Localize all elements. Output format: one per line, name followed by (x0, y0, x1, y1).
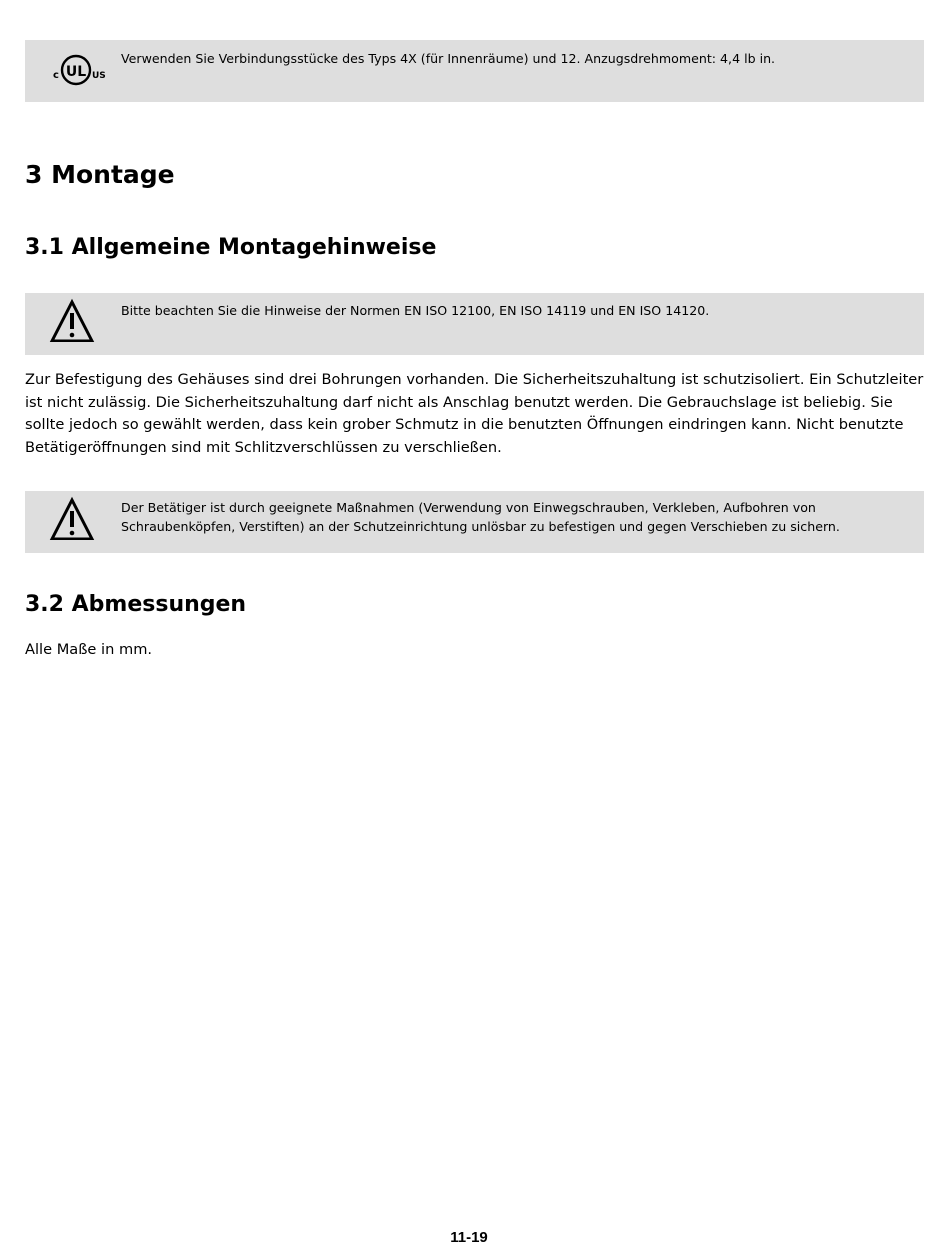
dimensions-paragraph: Alle Maße in mm. (25, 641, 153, 658)
section-title: 3 Montage (25, 160, 175, 189)
ul-mark-c: c (53, 70, 59, 81)
subsection-title-dimensions: 3.2 Abmessungen (25, 592, 247, 617)
actuator-warning-box (25, 491, 924, 553)
ul-mark-us: US (92, 71, 106, 81)
warning-triangle-icon (49, 496, 95, 540)
ul-mark-ul: UL (65, 64, 87, 80)
subsection-title-general: 3.1 Allgemeine Montagehinweise (25, 235, 437, 260)
ul-notice-text: Verwenden Sie Verbindungsstücke des Typs 4X (für Innenräume) und 12. Anzugsdrehmoment: 4,4 lb in. (121, 51, 776, 66)
ul-certification-icon (49, 49, 109, 89)
ul-notice-box (25, 40, 924, 102)
standards-warning-text: Bitte beachten Sie die Hinweise der Normen EN ISO 12100, EN ISO 14119 und EN ISO 14120. (121, 303, 710, 318)
warning-triangle-icon (49, 298, 95, 342)
page-number: 11-19 (450, 1229, 488, 1246)
actuator-warning-text: Der Betätiger ist durch geeignete Maßnahmen (Verwendung von Einwegschrauben, Verkleben, Aufbohren von Schraubenköpfen, Verstiften) an der Schutzeinrichtung unlösbar zu befestigen und gegen Verschieben zu sichern. (121, 500, 840, 534)
general-mounting-paragraph: Zur Befestigung des Gehäuses sind drei Bohrungen vorhanden. Die Sicherheitszuhaltung ist schutzisoliert. Ein Schutzleiter ist nicht zulässig. Die Sicherheitszuhaltung darf nicht als Anschlag benutzt werden. Die Gebrauchslage ist beliebig. Sie sollte jedoch so gewählt werden, dass kein grober Schmutz in die benutzten Öffnungen eindringen kann. Nicht benutzte Betätigeröffnungen sind mit Schlitzverschlüssen zu verschließen. (25, 371, 924, 456)
standards-warning-box (25, 293, 924, 355)
